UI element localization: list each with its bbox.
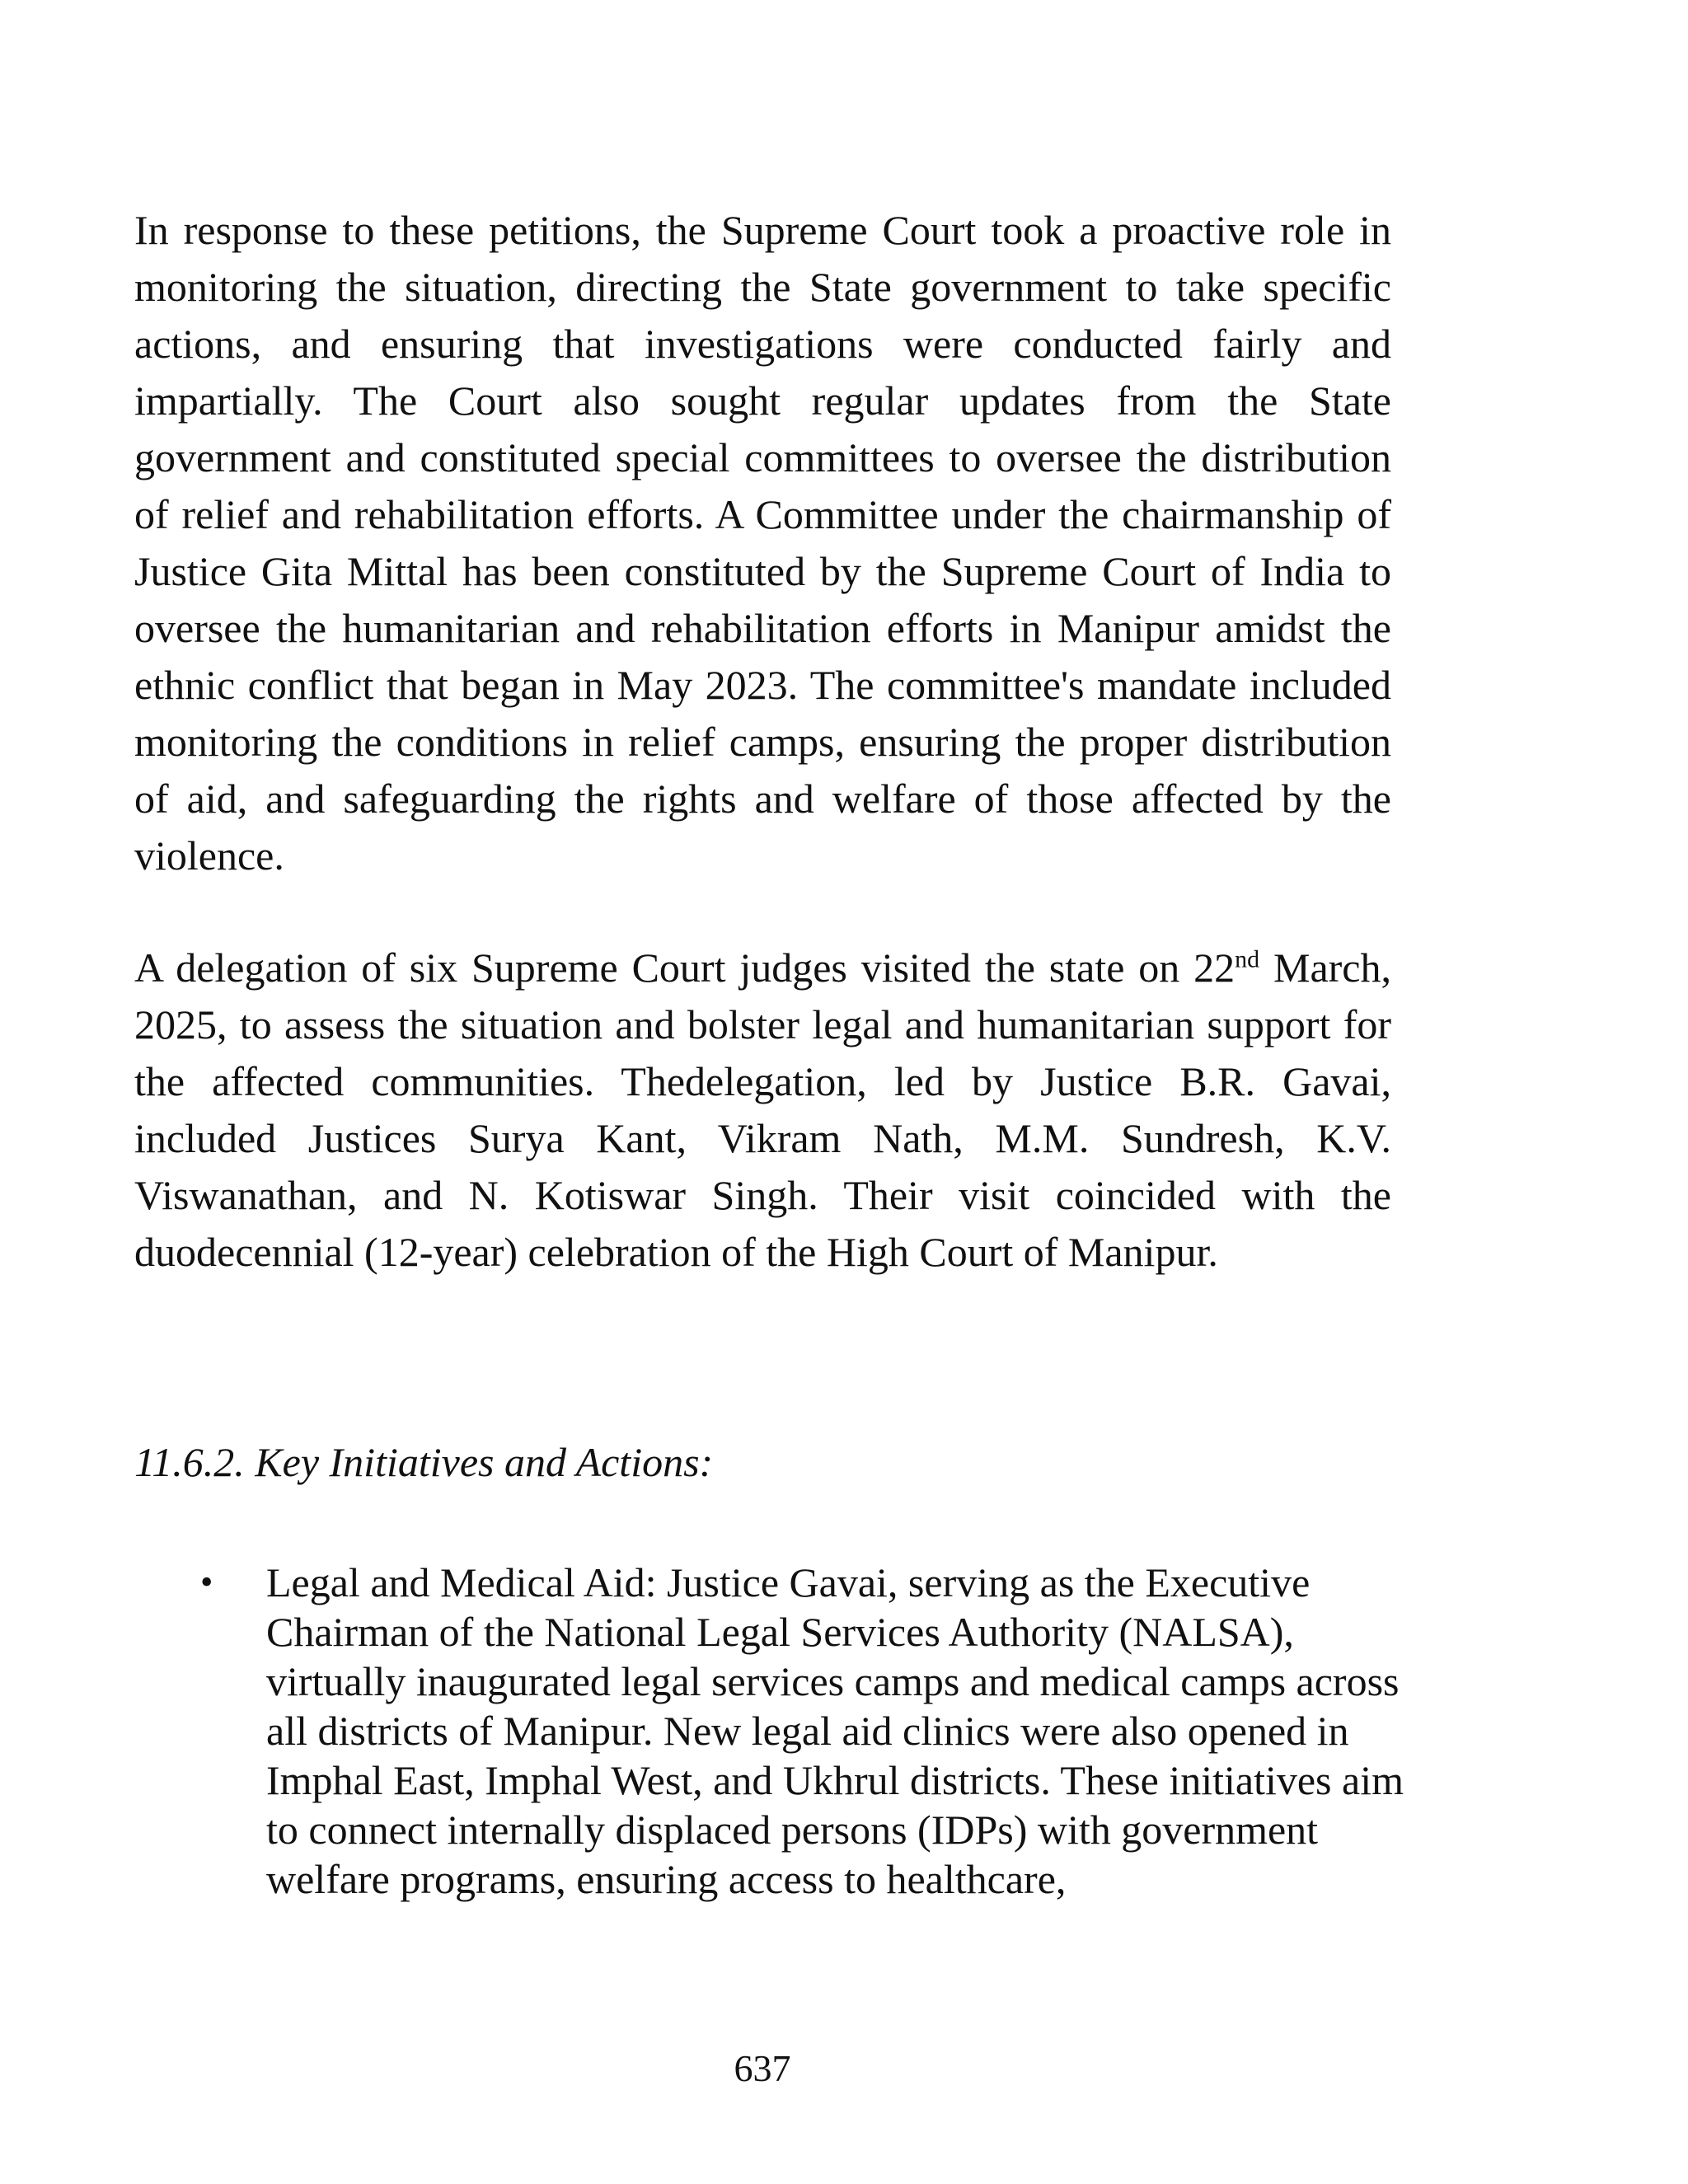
section-heading: 11.6.2. Key Initiatives and Actions: bbox=[134, 1439, 714, 1485]
paragraph-2-text-after: March, 2025, to assess the situation and bolster legal and humanitarian support for the affected communities. Thedelegation, led by Justice B.R. Gavai, included Justices Surya Kant, Vikram Nath, M.M. Sundresh, K.V. Viswanathan, and N. Kotiswar Singh. Their visit coincided with the duodecennial (12-year) celebration of the High Court of Manipur. bbox=[134, 944, 1391, 1275]
paragraph-2-text-before: A delegation of six Supreme Court judges visited the state on 22 bbox=[134, 944, 1236, 991]
body-paragraph-2 bbox=[134, 940, 1391, 1281]
ordinal-suffix: nd bbox=[1235, 945, 1260, 973]
body-paragraph-1: In response to these petitions, the Supreme Court took a proactive role in monitoring the situation, directing the State government to take specific actions, and ensuring that investigations were conducted fairly and impartially. The Court also sought regular updates from the State government and constituted special committees to oversee the distribution of relief and rehabilitation efforts. A Committee under the chairmanship of Justice Gita Mittal has been constituted by the Supreme Court of India to oversee the humanitarian and rehabilitation efforts in Manipur amidst the ethnic conflict that began in May 2023. The committee's mandate included monitoring the conditions in relief camps, ensuring the proper distribution of aid, and safeguarding the rights and welfare of those affected by the violence. bbox=[134, 207, 1391, 879]
page-number: 637 bbox=[734, 2047, 791, 2089]
bullet-text: Legal and Medical Aid: Justice Gavai, serving as the Executive Chairman of the National Legal Services Authority (NALSA), virtually inaugurated legal services camps and medical camps across all districts of Manipur. New legal aid clinics were also opened in Imphal East, Imphal West, and Ukhrul districts. These initiatives aim to connect internally displaced persons (IDPs) with government welfare programs, ensuring access to healthcare, bbox=[266, 1559, 1404, 1902]
bullet-item bbox=[134, 1558, 1420, 1904]
bullet-list bbox=[134, 1558, 1420, 1904]
bullet-icon: • bbox=[200, 1562, 213, 1602]
